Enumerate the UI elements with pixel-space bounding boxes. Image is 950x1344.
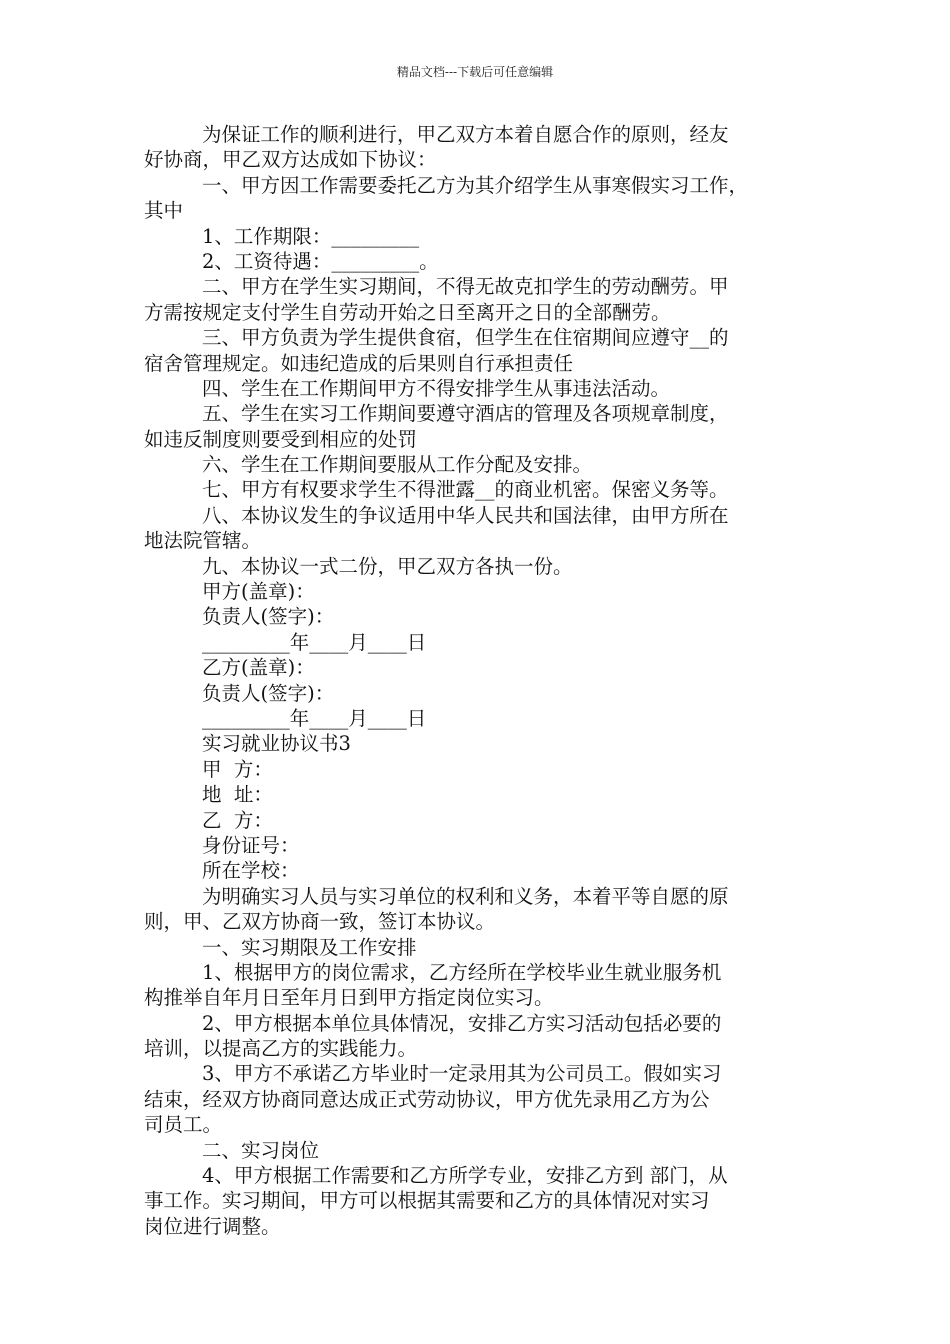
text-line: 甲 方： [202,757,273,781]
text-line: 则，甲、乙双方协商一致，签订本协议。 [144,910,496,934]
text-line: 如违反制度则要受到相应的处罚 [144,427,418,451]
text-line: 所在学校： [202,859,300,883]
text-line: 宿舍管理规定。如违纪造成的后果则自行承担责任 [144,351,574,375]
text-line: 2、甲方根据本单位具体情况，安排乙方实习活动包括必要的 [202,1011,722,1035]
text-line: 身份证号： [202,833,300,857]
text-line: 司员工。 [144,1113,223,1137]
text-line: 负责人(签字)： [202,605,335,629]
text-line: 结束，经双方协商同意达成正式劳动协议，甲方优先录用乙方为公 [144,1087,710,1111]
text-line: 4、甲方根据工作需要和乙方所学专业，安排乙方到 部门，从 [202,1164,728,1188]
text-line: 乙 方： [202,808,273,832]
text-line: 为明确实习人员与实习单位的权利和义务，本着平等自愿的原 [202,884,729,908]
text-line: 地 址： [202,783,273,807]
text-line: 培训，以提高乙方的实践能力。 [144,1037,418,1061]
text-line: 五、学生在实习工作期间要遵守酒店的管理及各项规章制度， [202,402,729,426]
text-line: 方需按规定支付学生自劳动开始之日至离开之日的全部酬劳。 [144,300,671,324]
text-line: 2、工资待遇：_________。 [202,249,439,273]
text-line: 3、甲方不承诺乙方毕业时一定录用其为公司员工。假如实习 [202,1062,722,1086]
text-line: 地法院管辖。 [144,529,262,553]
document-body [144,122,809,1239]
text-line: 为保证工作的顺利进行，甲乙双方本着自愿合作的原则，经友 [202,123,729,146]
text-line: 构推举自年月日至年月日到甲方指定岗位实习。 [144,986,554,1010]
text-line: 负责人(签字)： [202,681,335,705]
text-line: 1、根据甲方的岗位需求，乙方经所在学校毕业生就业服务机 [202,960,722,984]
text-line: 乙方(盖章)： [202,656,315,680]
text-line: 甲方(盖章)： [202,580,315,604]
text-line: 四、学生在工作期间甲方不得安排学生从事违法活动。 [202,376,671,400]
text-line: 二、甲方在学生实习期间，不得无故克扣学生的劳动酬劳。甲 [202,275,729,299]
text-line: 三、甲方负责为学生提供食宿，但学生在住宿期间应遵守__的 [202,326,729,350]
text-line: 好协商，甲乙双方达成如下协议： [144,148,437,172]
text-line: 一、甲方因工作需要委托乙方为其介绍学生从事寒假实习工作， [202,173,749,197]
page-header: 精品文档---下载后可任意编辑 [396,65,554,79]
text-line: _________年____月____日 [202,706,427,730]
text-line: 二、实习岗位 [202,1138,320,1162]
text-line: 一、实习期限及工作安排 [202,935,417,959]
text-line: 六、学生在工作期间要服从工作分配及安排。 [202,453,593,477]
text-line: 实习就业协议书3 [202,732,351,756]
text-line: 岗位进行调整。 [144,1214,281,1238]
text-line: 其中 [144,199,184,223]
text-line: 七、甲方有权要求学生不得泄露__的商业机密。保密义务等。 [202,478,729,502]
text-line: 九、本协议一式二份，甲乙双方各执一份。 [202,554,573,578]
text-line: _________年____月____日 [202,630,427,654]
text-line: 事工作。实习期间，甲方可以根据其需要和乙方的具体情况对实习 [144,1189,710,1213]
text-line: 1、工作期限：_________ [202,224,420,248]
text-line: 八、本协议发生的争议适用中华人民共和国法律，由甲方所在 [202,503,729,527]
